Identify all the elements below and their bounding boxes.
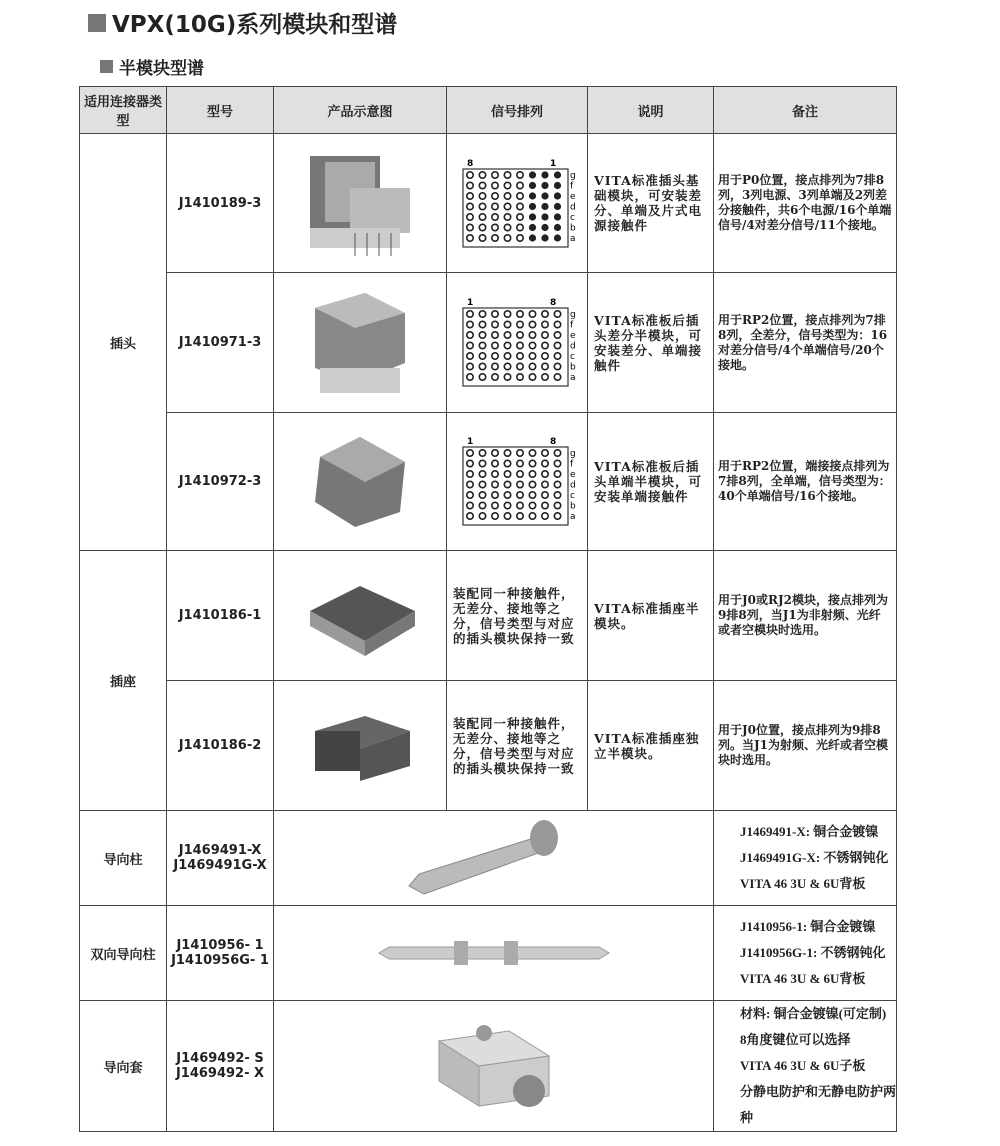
pin: [491, 374, 497, 380]
pin: [466, 311, 472, 317]
note: 用于J0或RJ2模块，接点排列为9排8列，当J1为非射频、光纤或者空模块时选用。: [714, 551, 897, 681]
pin: [479, 321, 485, 327]
table-row: [80, 811, 897, 906]
guide-socket-image: [429, 1011, 559, 1121]
pin: [554, 342, 560, 348]
pin: [554, 203, 560, 209]
pin: [554, 311, 560, 317]
pin: [504, 311, 510, 317]
pin: [491, 234, 497, 240]
detail-line: J1469491-X: 铜合金镀镍: [740, 824, 879, 839]
pin: [529, 342, 535, 348]
accessory-models: [167, 906, 274, 1001]
header-type: 适用连接器类型: [80, 87, 167, 134]
page-title: [88, 6, 397, 39]
pin: [504, 460, 510, 466]
pin: [479, 502, 485, 508]
pin: [516, 332, 522, 338]
pin: [516, 182, 522, 188]
pin: [516, 342, 522, 348]
pin: [466, 502, 472, 508]
pin: [541, 374, 547, 380]
pin: [542, 172, 548, 178]
table-row: [80, 551, 897, 681]
table-row: [80, 273, 897, 413]
pin: [529, 513, 535, 519]
signal-description: 装配同一种接触件，无差分、接地等之分，信号类型与对应的插头模块保持一致: [447, 681, 588, 811]
pin: [466, 342, 472, 348]
pin: [491, 502, 497, 508]
row-label: e: [569, 191, 576, 202]
header-desc: 说明: [588, 87, 714, 134]
pin: [542, 193, 548, 199]
detail-line: 分静电防护和无静电防护两种: [740, 1084, 897, 1125]
pin: [504, 363, 510, 369]
pin: [491, 213, 497, 219]
row-label: a: [569, 233, 576, 244]
pin: [466, 471, 472, 477]
pin: [529, 471, 535, 477]
model: J1410186-2: [167, 681, 274, 811]
pin: [504, 203, 510, 209]
pin: [541, 502, 547, 508]
detail-line: VITA 46 3U & 6U背板: [740, 876, 866, 891]
row-label: d: [569, 480, 576, 491]
pin: [479, 332, 485, 338]
product-image: [274, 273, 447, 413]
accessory-models: [167, 1001, 274, 1132]
description: VITA标准插座独立半模块。: [588, 681, 714, 811]
pin: [554, 492, 560, 498]
detail-line: VITA 46 3U & 6U子板: [740, 1058, 866, 1073]
pin: [529, 363, 535, 369]
pin: [529, 492, 535, 498]
connector-image: [305, 148, 415, 258]
model: J1410971-3: [167, 273, 274, 413]
connector-image: [300, 701, 420, 791]
pin: [516, 471, 522, 477]
row-label: e: [569, 470, 576, 480]
pin: [504, 513, 510, 519]
pin: [479, 213, 485, 219]
note: 用于RP2位置，端接接点排列为7排8列，全单端，信号类型为：40个单端信号/16个接地。: [714, 413, 897, 551]
pin: [529, 172, 535, 178]
pin: [516, 513, 522, 519]
pin: [466, 171, 472, 177]
connector-image: [305, 288, 415, 398]
accessory-type: 双向导向柱: [80, 906, 167, 1001]
row-label: a: [569, 373, 576, 383]
pin: [479, 203, 485, 209]
pin: [466, 224, 472, 230]
pin: [504, 213, 510, 219]
detail-line: J1469491G-X: 不锈钢钝化: [740, 850, 889, 865]
pin: [541, 450, 547, 456]
signal-description: 装配同一种接触件，无差分、接地等之分，信号类型与对应的插头模块保持一致: [447, 551, 588, 681]
pin: [491, 363, 497, 369]
description: VITA标准板后插头差分半模块，可安装差分、单端接触件: [588, 273, 714, 413]
pin: [466, 321, 472, 327]
header-note: 备注: [714, 87, 897, 134]
square-bullet-icon: [100, 60, 113, 73]
accessory-models: [167, 811, 274, 906]
pin-frame: [463, 447, 568, 525]
guide-pin-image: [394, 816, 594, 901]
pin-label-right: 1: [549, 158, 556, 169]
pin: [554, 321, 560, 327]
pin: [491, 342, 497, 348]
pin: [554, 353, 560, 359]
note: 用于P0位置，接点排列为7排8列，3列电源、3列单端及2列差分接触件，共6个电源/16个单端信号/4对差分信号/11个接地。: [714, 134, 897, 273]
pin: [529, 311, 535, 317]
pin: [541, 332, 547, 338]
pin-diagram: [455, 434, 580, 529]
row-label: b: [569, 362, 576, 373]
pin: [554, 214, 560, 220]
pin: [541, 353, 547, 359]
pin: [529, 450, 535, 456]
connector-image: [305, 427, 415, 537]
detail-line: J1410956-1: 铜合金镀镍: [740, 919, 876, 934]
row-label: g: [569, 310, 576, 320]
pin: [466, 374, 472, 380]
pin: [504, 342, 510, 348]
row-label: g: [569, 170, 576, 181]
pin-frame: [463, 169, 568, 247]
pin-layout: [447, 134, 588, 273]
pin: [504, 374, 510, 380]
pin-diagram: [455, 156, 580, 251]
accessory-type: 导向柱: [80, 811, 167, 906]
pin: [554, 502, 560, 508]
row-label: d: [569, 341, 576, 352]
pin: [504, 332, 510, 338]
pin-label-left: 1: [466, 298, 473, 308]
pin: [479, 192, 485, 198]
pin: [466, 203, 472, 209]
pin: [491, 171, 497, 177]
model: J1469491-X: [178, 843, 262, 858]
pin: [466, 513, 472, 519]
detail-line: 8角度键位可以选择: [740, 1032, 851, 1047]
model: J1410186-1: [167, 551, 274, 681]
description: VITA标准插座半模块。: [588, 551, 714, 681]
pin-label-left: 8: [466, 158, 473, 169]
pin: [504, 481, 510, 487]
pin: [541, 311, 547, 317]
pin: [479, 450, 485, 456]
pin: [529, 502, 535, 508]
pin: [491, 224, 497, 230]
pin: [516, 224, 522, 230]
pin: [516, 450, 522, 456]
subtitle-text: 半模块型谱: [119, 59, 204, 79]
pin: [516, 481, 522, 487]
pin: [516, 311, 522, 317]
pin: [554, 224, 560, 230]
row-label: b: [569, 501, 576, 512]
pin: [491, 513, 497, 519]
pin-label-right: 8: [549, 298, 556, 308]
pin: [516, 192, 522, 198]
pin: [541, 342, 547, 348]
pin: [504, 182, 510, 188]
pin: [479, 342, 485, 348]
pin: [516, 353, 522, 359]
pin-diagram: [455, 295, 580, 390]
row-label: e: [569, 331, 576, 341]
pin: [542, 203, 548, 209]
pin-layout: [447, 413, 588, 551]
pin: [466, 353, 472, 359]
pin-label-right: 8: [549, 437, 556, 447]
pin: [491, 353, 497, 359]
note: 用于J0位置，接点排列为9排8列。当J1为射频、光纤或者空模块时选用。: [714, 681, 897, 811]
pin: [541, 321, 547, 327]
table-row: [80, 413, 897, 551]
accessory-type: 导向套: [80, 1001, 167, 1132]
pin: [479, 460, 485, 466]
header-image: 产品示意图: [274, 87, 447, 134]
pin: [554, 193, 560, 199]
description: VITA标准插头基础模块，可安装差分、单端及片式电源接触件: [588, 134, 714, 273]
note: 用于RP2位置，接点排列为7排8列，全差分，信号类型为：16对差分信号/4个单端信号/20个接地。: [714, 273, 897, 413]
pin: [479, 182, 485, 188]
pin: [529, 193, 535, 199]
pin: [479, 492, 485, 498]
row-label: d: [569, 202, 576, 212]
connector-image: [300, 571, 420, 661]
product-table: [79, 86, 897, 1132]
product-image: [274, 1001, 714, 1132]
pin: [516, 234, 522, 240]
pin: [491, 460, 497, 466]
pin: [554, 235, 560, 241]
accessory-details: [714, 906, 897, 1001]
title-text: VPX(10G)系列模块和型谱: [112, 12, 398, 38]
pin: [504, 321, 510, 327]
detail-line: 材料: 铜合金镀镍(可定制): [740, 1006, 887, 1021]
pin: [541, 471, 547, 477]
pin: [529, 182, 535, 188]
pin: [516, 502, 522, 508]
pin: [479, 224, 485, 230]
table-header: [80, 87, 897, 134]
pin: [516, 203, 522, 209]
pin: [529, 353, 535, 359]
pin: [542, 224, 548, 230]
row-label: f: [569, 459, 573, 470]
pin: [479, 171, 485, 177]
pin: [541, 363, 547, 369]
product-image: [274, 811, 714, 906]
pin: [542, 182, 548, 188]
pin: [479, 234, 485, 240]
pin: [479, 311, 485, 317]
pin: [554, 450, 560, 456]
section-title: [100, 54, 204, 79]
product-image: [274, 906, 714, 1001]
pin: [504, 224, 510, 230]
header-signal: 信号排列: [447, 87, 588, 134]
row-label: g: [569, 449, 576, 459]
pin: [466, 332, 472, 338]
pin: [466, 492, 472, 498]
pin: [479, 481, 485, 487]
pin: [516, 374, 522, 380]
pin: [541, 513, 547, 519]
group-plug: 插头: [80, 134, 167, 551]
model: J1469492- X: [175, 1066, 265, 1081]
pin: [466, 481, 472, 487]
detail-line: VITA 46 3U & 6U背板: [740, 971, 866, 986]
pin: [516, 460, 522, 466]
pin: [542, 235, 548, 241]
row-label: c: [569, 212, 575, 223]
pin: [504, 471, 510, 477]
pin: [466, 213, 472, 219]
pin: [479, 471, 485, 477]
model: J1410956- 1: [176, 938, 264, 953]
detail-line: J1410956G-1: 不锈钢钝化: [740, 945, 886, 960]
pin: [542, 214, 548, 220]
row-label: a: [569, 512, 576, 522]
pin: [491, 311, 497, 317]
product-image: [274, 551, 447, 681]
row-label: f: [569, 320, 573, 331]
model: J1410956G- 1: [171, 953, 269, 968]
accessory-details: [714, 811, 897, 906]
table-row: [80, 681, 897, 811]
pin: [554, 460, 560, 466]
pin: [529, 224, 535, 230]
row-label: b: [569, 223, 576, 233]
pin: [529, 203, 535, 209]
pin: [554, 172, 560, 178]
accessory-details: [714, 1001, 897, 1132]
pin: [491, 481, 497, 487]
pin: [516, 363, 522, 369]
table-row: [80, 906, 897, 1001]
pin: [479, 353, 485, 359]
pin: [529, 235, 535, 241]
pin: [491, 203, 497, 209]
pin: [491, 332, 497, 338]
pin: [529, 321, 535, 327]
pin: [479, 513, 485, 519]
pin: [466, 450, 472, 456]
double-guide-pin-image: [374, 933, 614, 973]
pin: [491, 192, 497, 198]
pin: [554, 481, 560, 487]
product-image: [274, 681, 447, 811]
table-row: [80, 134, 897, 273]
description: VITA标准板后插头单端半模块，可安装单端接触件: [588, 413, 714, 551]
pin: [554, 332, 560, 338]
pin: [541, 481, 547, 487]
pin: [504, 171, 510, 177]
model: J1469491G-X: [173, 858, 267, 873]
pin: [554, 182, 560, 188]
pin: [541, 492, 547, 498]
pin: [491, 182, 497, 188]
table-row: [80, 1001, 897, 1132]
pin: [504, 353, 510, 359]
pin-label-left: 1: [466, 437, 473, 447]
pin: [504, 502, 510, 508]
pin: [529, 374, 535, 380]
pin: [554, 471, 560, 477]
pin: [529, 481, 535, 487]
pin: [516, 492, 522, 498]
pin: [466, 192, 472, 198]
pin: [479, 374, 485, 380]
group-socket: 插座: [80, 551, 167, 811]
pin: [491, 450, 497, 456]
pin: [479, 363, 485, 369]
pin: [504, 450, 510, 456]
pin: [529, 214, 535, 220]
model: J1469492- S: [176, 1051, 264, 1066]
row-label: c: [569, 491, 575, 501]
product-image: [274, 134, 447, 273]
header-model: 型号: [167, 87, 274, 134]
pin: [516, 171, 522, 177]
square-bullet-icon: [88, 14, 106, 32]
pin: [491, 321, 497, 327]
pin: [504, 492, 510, 498]
pin: [491, 492, 497, 498]
pin: [466, 460, 472, 466]
pin: [554, 513, 560, 519]
pin: [554, 363, 560, 369]
row-label: f: [569, 181, 573, 191]
pin: [466, 234, 472, 240]
pin: [554, 374, 560, 380]
pin: [516, 213, 522, 219]
pin: [504, 192, 510, 198]
pin-layout: [447, 273, 588, 413]
pin: [491, 471, 497, 477]
pin-frame: [463, 308, 568, 386]
pin: [504, 234, 510, 240]
row-label: c: [569, 352, 575, 362]
pin: [529, 332, 535, 338]
model: J1410972-3: [167, 413, 274, 551]
pin: [529, 460, 535, 466]
pin: [466, 363, 472, 369]
pin: [516, 321, 522, 327]
pin: [466, 182, 472, 188]
product-image: [274, 413, 447, 551]
model: J1410189-3: [167, 134, 274, 273]
pin: [541, 460, 547, 466]
